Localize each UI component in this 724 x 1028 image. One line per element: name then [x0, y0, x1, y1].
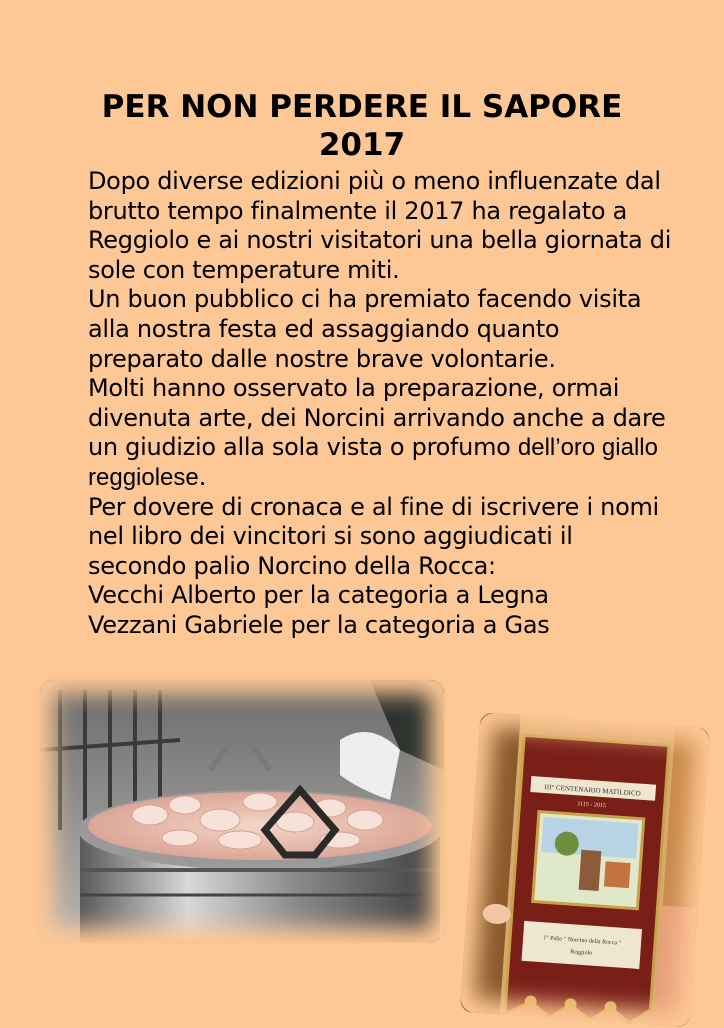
highlight-oro-giallo: dell’oro giallo reggiolese: [88, 434, 658, 491]
banner-text-years: 1115 - 2015: [577, 801, 606, 810]
banner-text-bottom-1: 1° Palio " Norcino della Rocca ": [542, 935, 622, 947]
page-title: [60, 88, 664, 164]
title-line-2: 2017: [318, 127, 406, 163]
article-body: [88, 167, 678, 641]
paragraph-public: Un buon pubblico ci ha premiato facendo visita alla nostra festa ed assaggiando quanto preparato dalle nostre brave volontarie.: [88, 285, 642, 373]
photo-palio-banner: [460, 712, 710, 1027]
winner-legna: Vecchi Alberto per la categoria a Legna: [88, 581, 549, 610]
paragraph-winners-intro: Per dovere di cronaca e al fine di iscrivere i nomi nel libro dei vincitori si sono aggiudicati il secondo palio Norcino della Rocca:: [88, 492, 659, 580]
paragraph-preparation-text: Molti hanno osservato la preparazione, ormai divenuta arte, dei Norcini arrivando anche a dare un giudizio alla sola vista o profumo: [88, 374, 666, 462]
paragraph-weather: Dopo diverse edizioni più o meno influenzate dal brutto tempo finalmente il 2017 ha regalato a Reggiolo e ai nostri visitatori una bella giornata di sole con temperature miti.: [88, 167, 672, 284]
banner-text-bottom-2: Reggiolo: [570, 949, 593, 957]
winner-gas: Vezzani Gabriele per la categoria a Gas: [88, 610, 550, 639]
photo-cooking-pot: [40, 680, 444, 942]
paragraph-preparation-end: .: [198, 462, 207, 491]
banner-text-top: III° CENTENARIO MATILDICO: [544, 782, 641, 798]
paragraph-preparation: [88, 374, 678, 492]
title-line-1: PER NON PERDERE IL SAPORE: [101, 89, 623, 125]
